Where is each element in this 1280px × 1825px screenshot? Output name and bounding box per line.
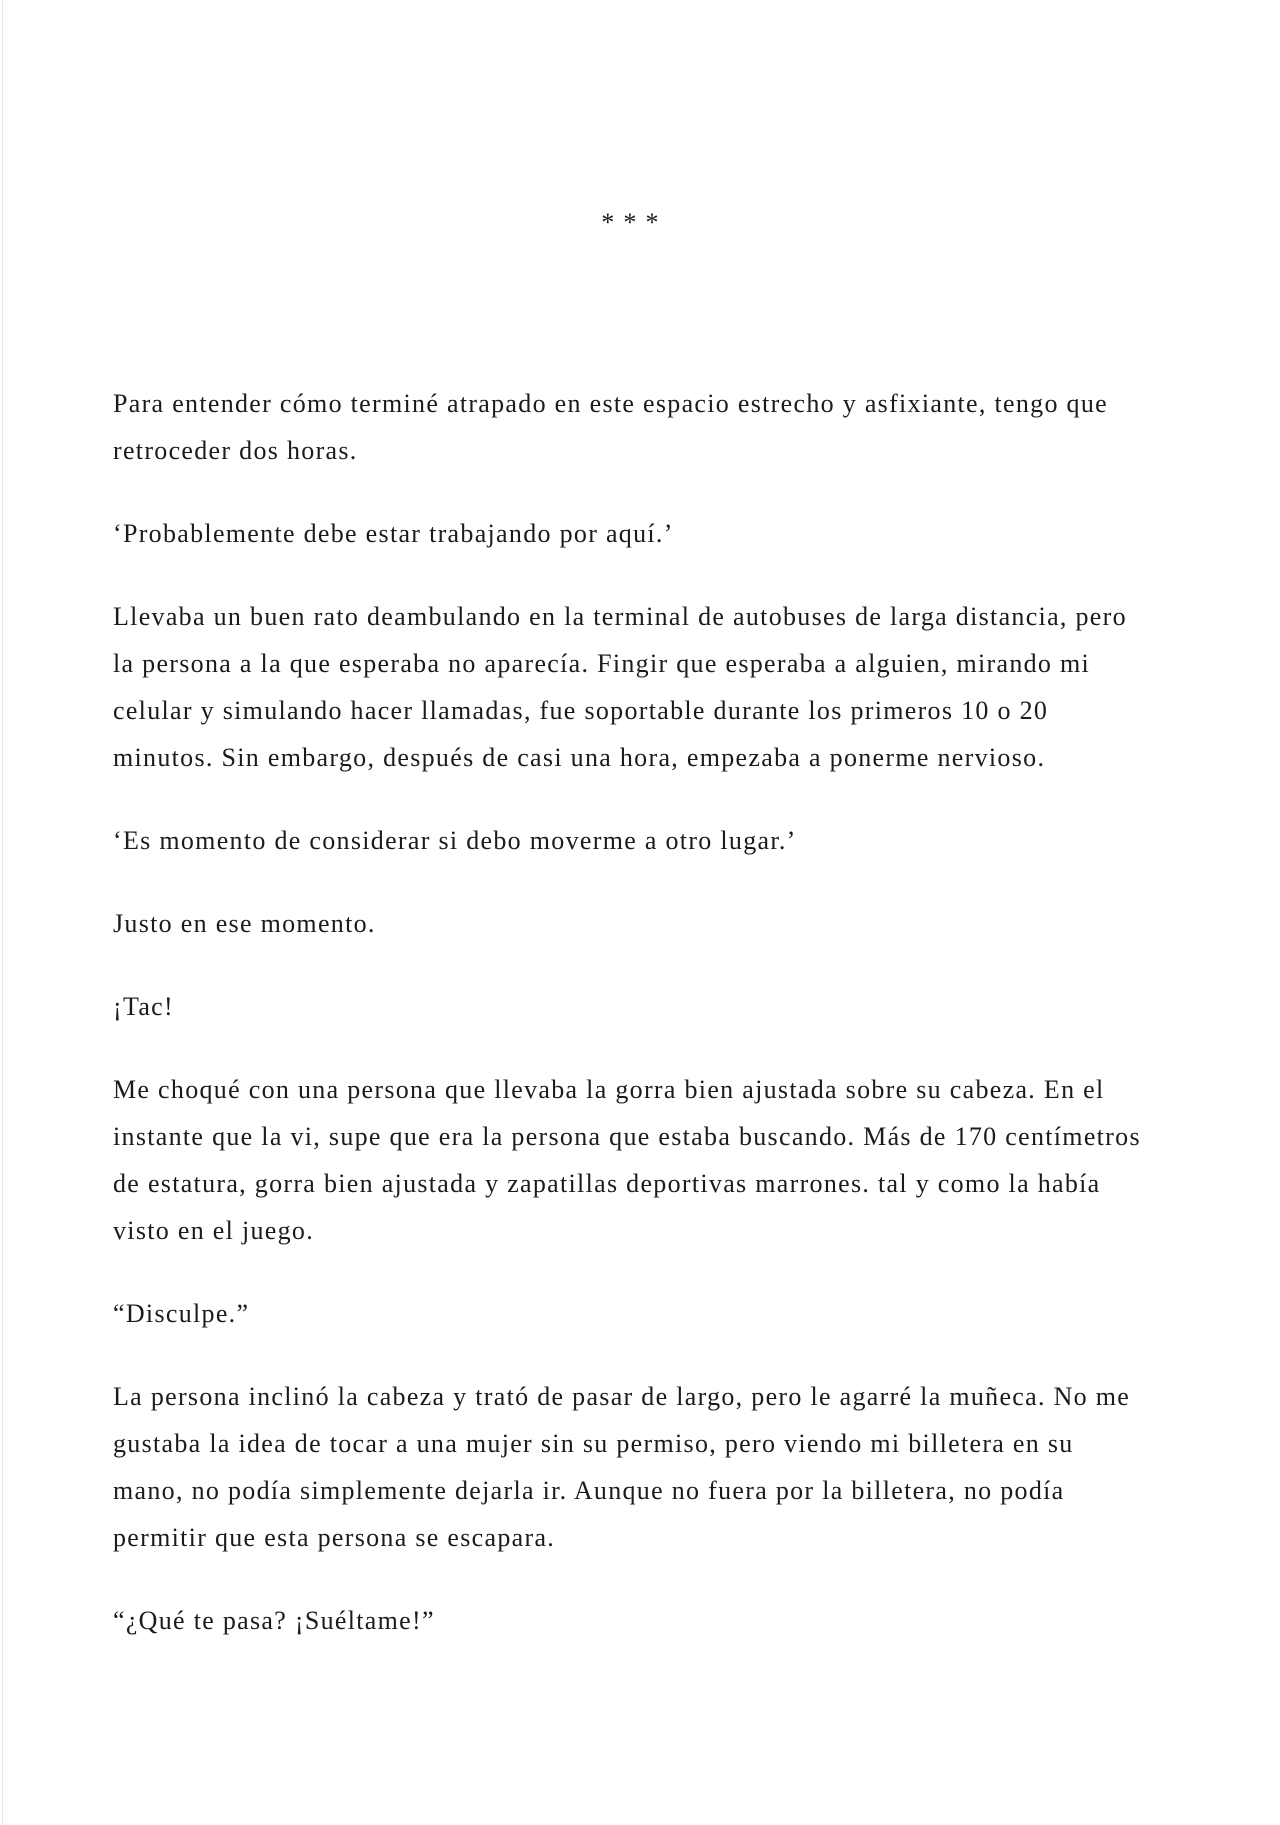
paragraph: ¡Tac! [113,992,174,1021]
story-content [113,0,1148,1680]
page-left-border [2,0,3,1825]
paragraph: Me choqué con una persona que llevaba la gorra bien ajustada sobre su cabeza. En el instante que la vi, supe que era la persona que estaba buscando. Más de 170 centímetros de estatura, gorra bien ajustada y zapatillas deportivas marrones. tal y como la había visto en el juego. [113,1075,1141,1245]
paragraph: La persona inclinó la cabeza y trató de pasar de largo, pero le agarré la muñeca. No me gustaba la idea de tocar a una mujer sin su permiso, pero viendo mi billetera en su mano, no podía simplemente dejarla ir. Aunque no fuera por la billetera, no podía permitir que esta persona se escapara. [113,1382,1131,1552]
paragraph: ‘Probablemente debe estar trabajando por aquí.’ [113,519,674,548]
paragraph: “¿Qué te pasa? ¡Suéltame!” [113,1606,435,1635]
paragraph: Para entender cómo terminé atrapado en este espacio estrecho y asfixiante, tengo que retroceder dos horas. [113,389,1108,465]
paragraph: ‘Es momento de considerar si debo moverme a otro lugar.’ [113,826,797,855]
paragraph: Llevaba un buen rato deambulando en la terminal de autobuses de larga distancia, pero la persona a la que esperaba no aparecía. Fingir que esperaba a alguien, mirando mi celular y simulando hacer llamadas, fue soportable durante los primeros 10 o 20 minutos. Sin embargo, después de casi una hora, empezaba a ponerme nervioso. [113,602,1127,772]
section-separator: * * * [601,208,660,237]
paragraph: “Disculpe.” [113,1299,250,1328]
paragraph: Justo en ese momento. [113,909,376,938]
